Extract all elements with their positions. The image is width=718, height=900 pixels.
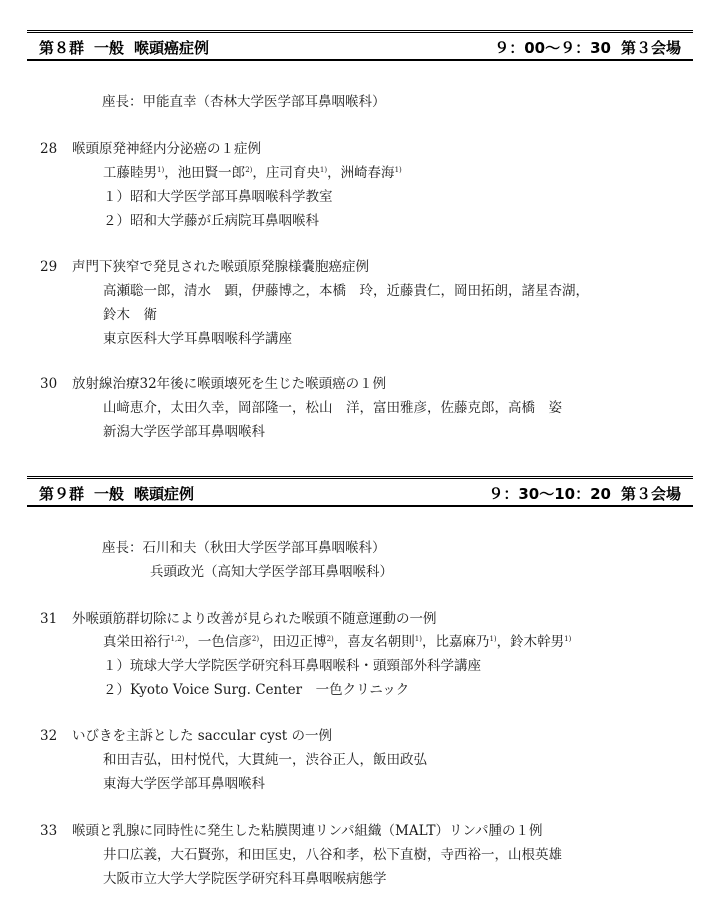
- paper-affiliation: 東海大学医学部耳鼻咽喉科: [103, 776, 265, 792]
- paper-affiliation: １）琉球大学大学院医学研究科耳鼻咽喉科・頭頸部外科学講座: [103, 658, 481, 674]
- paper-affiliation: 東京医科大学耳鼻咽喉科学講座: [103, 331, 292, 347]
- chairperson: 座長：甲能直幸（杏林大学医学部耳鼻咽喉科）: [102, 94, 386, 110]
- paper-authors: 高瀬聡一郎，清水 顕，伊藤博之，本橋 玲，近藤貴仁，岡田拓朗，諸星杏湖，: [103, 283, 589, 299]
- paper-number: 30: [40, 376, 58, 392]
- paper-title: 喉頭原発神経内分泌癌の１症例: [72, 141, 261, 157]
- paper-number: 31: [40, 611, 58, 627]
- paper-number: 32: [40, 728, 58, 744]
- paper-affiliation: 大阪市立大学大学院医学研究科耳鼻咽喉病態学: [103, 871, 387, 887]
- section-header-8: [27, 30, 693, 61]
- paper-authors: 井口広義，大石賢弥，和田匡史，八谷和孝，松下直樹，寺西裕一，山根英雄: [103, 847, 562, 863]
- paper-affiliation: ２）Kyoto Voice Surg. Center 一色クリニック: [103, 682, 410, 698]
- section-title: 第９群 一般 喉頭症例: [39, 485, 195, 503]
- chairperson: 兵頭政光（高知大学医学部耳鼻咽喉科）: [150, 564, 393, 580]
- section-time-room: ９：00〜９：30 第３会場: [494, 39, 681, 57]
- paper-affiliation: １）昭和大学医学部耳鼻咽喉科学教室: [103, 189, 333, 205]
- paper-title: 声門下狭窄で発見された喉頭原発腺様嚢胞癌症例: [72, 259, 369, 275]
- paper-authors: 鈴木 衛: [103, 307, 157, 323]
- paper-title: 外喉頭筋群切除により改善が見られた喉頭不随意運動の一例: [72, 611, 437, 627]
- paper-number: 33: [40, 823, 58, 839]
- paper-authors: 山﨑恵介，太田久幸，岡部隆一，松山 洋，富田雅彦，佐藤克郎，高橋 姿: [103, 400, 562, 416]
- paper-authors: 真栄田裕行$^{1,2)}$，一色信彦$^{2)}$，田辺正博$^{2)}$，喜友名朝則$^{1)}$，比嘉麻乃$^{1)}$，鈴木幹男$^{1)}$: [103, 634, 572, 650]
- chairperson: 座長：石川和夫（秋田大学医学部耳鼻咽喉科）: [102, 540, 386, 556]
- paper-affiliation: ２）昭和大学藤が丘病院耳鼻咽喉科: [103, 213, 319, 229]
- section-time-room: ９：30〜10：20 第３会場: [488, 485, 681, 503]
- paper-title: いびきを主訴とした saccular cyst の一例: [72, 728, 333, 744]
- paper-number: 29: [40, 259, 58, 275]
- paper-affiliation: 新潟大学医学部耳鼻咽喉科: [103, 424, 265, 440]
- paper-title: 喉頭と乳腺に同時性に発生した粘膜関連リンパ組織（MALT）リンパ腫の１例: [72, 823, 543, 839]
- section-title: 第８群 一般 喉頭癌症例: [39, 39, 210, 57]
- paper-number: 28: [40, 141, 58, 157]
- paper-title: 放射線治療32年後に喉頭壊死を生じた喉頭癌の１例: [72, 376, 387, 392]
- paper-authors: 工藤睦男$^{1)}$，池田賢一郎$^{2)}$，庄司育央$^{1)}$，洲崎春海$^{1)}$: [103, 165, 402, 181]
- paper-authors: 和田吉弘，田村悦代，大貫純一，渋谷正人，飯田政弘: [103, 752, 427, 768]
- section-header-9: [27, 476, 693, 507]
